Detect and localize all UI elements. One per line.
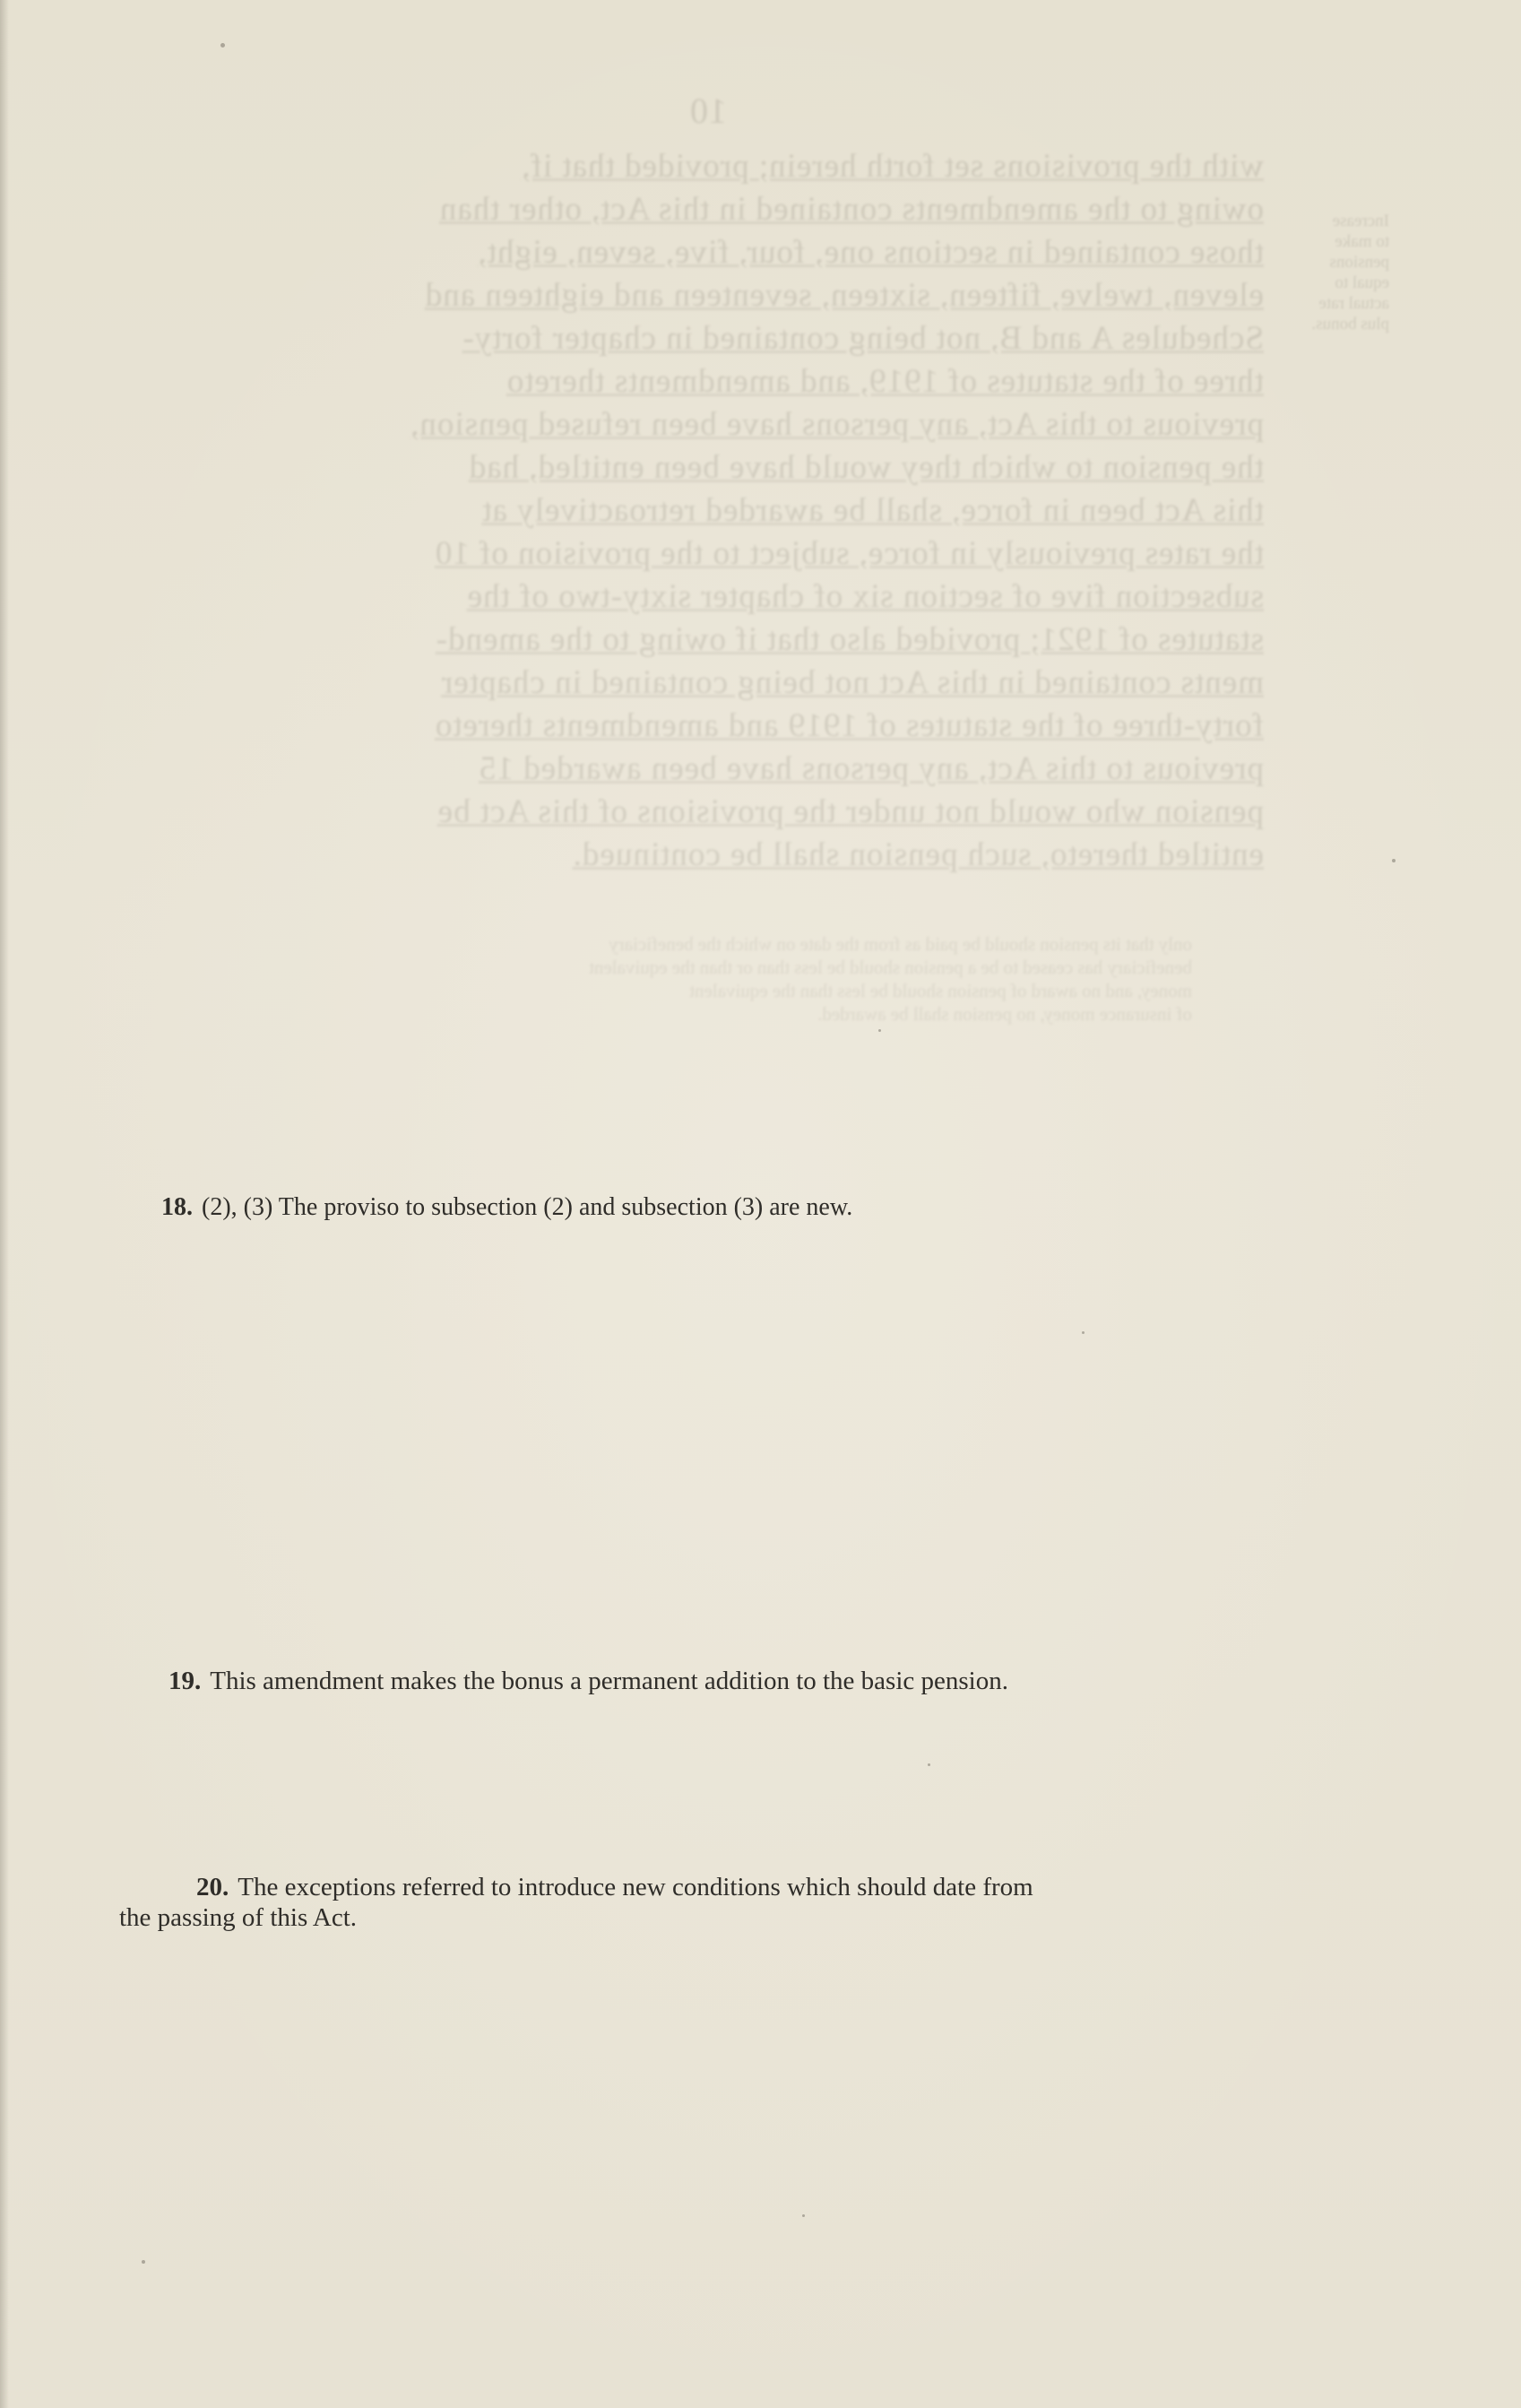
note-number: 20. [196, 1873, 229, 1901]
note-20 [119, 1872, 1213, 1933]
note-number: 18. [161, 1193, 193, 1221]
reverse-side-margin-bleed: Increase to make pensions equal to actual rate plus bonus. [1311, 212, 1389, 333]
note-number: 19. [169, 1667, 202, 1695]
paper-speck [928, 1763, 930, 1766]
note-text-line1: The exceptions referred to introduce new conditions which should date from [238, 1873, 1033, 1901]
paper-speck [1392, 859, 1396, 862]
paper-speck [220, 43, 225, 48]
reverse-side-bleed-through: 10 with the provisions set forth herein; provided that if, owing to the amendments contained in this Act, other than those contained in sections one, four, five, seven, eight, eleven, twelve, fifteen, sixteen, seventeen and eighteen and Schedules A and B, not being contained in chapter forty- three of the statutes of 1919, and amendments thereto previous to this Act, any persons have been refused pension, the pension to which they would have been entitled, had this Act been in force, shall be awarded retroactively at the rates previously in force, subject to the provision of 10 subsection five of section six of chapter sixty-two of the statutes of 1921; provided also that if owing to the amend- ments contained in this Act not being contained in chapter forty-three of the statutes of 1919 and amendments thereto previous to this Act, any persons have been awarded 15 pension who would not under the provisions of this Act be entitled thereto, such pension shall be continued. [410, 91, 1264, 873]
reverse-side-footnote-bleed: only that its pension should be paid as from the date on which the beneficiary beneficiary has ceased to be a pension should be less than or than the equivalent money, and no award of pension should be less than the equivalent of insurance money, no pension shall be awarded. [589, 933, 1192, 1025]
note-19 [169, 1666, 1008, 1696]
note-text-line2: the passing of this Act. [119, 1903, 358, 1932]
note-text: This amendment makes the bonus a permanent addition to the basic pension. [210, 1667, 1008, 1695]
note-18 [161, 1192, 852, 1223]
paper-speck [802, 2214, 805, 2217]
page-edge-shadow [0, 0, 9, 2408]
paper-speck [878, 1029, 881, 1032]
paper-speck [142, 2260, 145, 2264]
note-first-line [119, 1872, 1213, 1902]
note-text: (2), (3) The proviso to subsection (2) and subsection (3) are new. [202, 1193, 853, 1221]
paper-speck [1082, 1331, 1085, 1334]
